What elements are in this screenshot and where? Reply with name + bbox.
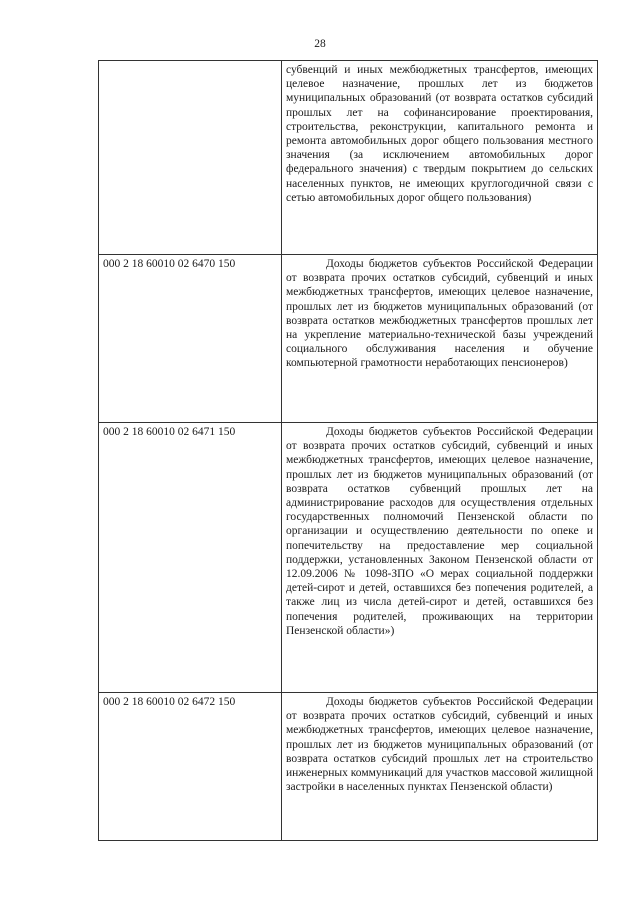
code-cell: 000 2 18 60010 02 6472 150 [99, 693, 282, 841]
code-cell [99, 61, 282, 255]
description-text: Доходы бюджетов субъектов Российской Федерации от возврата прочих остатков субсидий, субвенций и иных межбюджетных трансфертов, имеющих целевое назначение, прошлых лет из бюджетов муниципальных образований (от возврата остатков субвенций прошлых лет на администрирование расходов для осуществления отдельных государственных полномочий Пензенской области по организации и осуществлению деятельности по опеке и попечительству на предоставление мер социальной поддержки, установленных Законом Пензенской области от 12.09.2006 № 1098-ЗПО «О мерах социальной поддержки детей-сирот и детей, оставшихся без попечения родителей, а также лиц из числа детей-сирот и детей, оставшихся без попечения родителей, проживающих на территории Пензенской области») [286, 426, 593, 637]
table-row [99, 255, 598, 423]
description-cell [282, 61, 598, 255]
code-cell: 000 2 18 60010 02 6470 150 [99, 255, 282, 423]
description-cell [282, 693, 598, 841]
code-cell: 000 2 18 60010 02 6471 150 [99, 423, 282, 693]
description-text: Доходы бюджетов субъектов Российской Федерации от возврата прочих остатков субсидий, субвенций и иных межбюджетных трансфертов, имеющих целевое назначение, прошлых лет из бюджетов муниципальных образований (от возврата остатков субсидий прошлых лет на строительство инженерных коммуникаций для участков массовой жилищной застройки в населенных пунктах Пензенской области) [286, 696, 593, 794]
description-cell [282, 423, 598, 693]
description-cell [282, 255, 598, 423]
table-row [99, 423, 598, 693]
budget-codes-table [98, 60, 598, 841]
page-number: 28 [314, 38, 326, 50]
table-row [99, 61, 598, 255]
description-text: Доходы бюджетов субъектов Российской Федерации от возврата прочих остатков субсидий, субвенций и иных межбюджетных трансфертов, имеющих целевое назначение, прошлых лет из бюджетов муниципальных образований (от возврата остатков межбюджетных трансфертов прошлых лет на укрепление материально-технической базы учреждений социального обслуживания населения и обучение компьютерной грамотности неработающих пенсионеров) [286, 258, 593, 370]
table-row [99, 693, 598, 841]
description-text: субвенций и иных межбюджетных трансфертов, имеющих целевое назначение, прошлых лет из бюджетов муниципальных образований (от возврата остатков субсидий прошлых лет на софинансирование проектирования, строительства, реконструкции, капитального ремонта и ремонта автомобильных дорог общего пользования местного значения (за исключением автомобильных дорог федерального значения) с твердым покрытием до сельских населенных пунктов, не имеющих круглогодичной связи с сетью автомобильных дорог общего пользования) [286, 64, 593, 204]
